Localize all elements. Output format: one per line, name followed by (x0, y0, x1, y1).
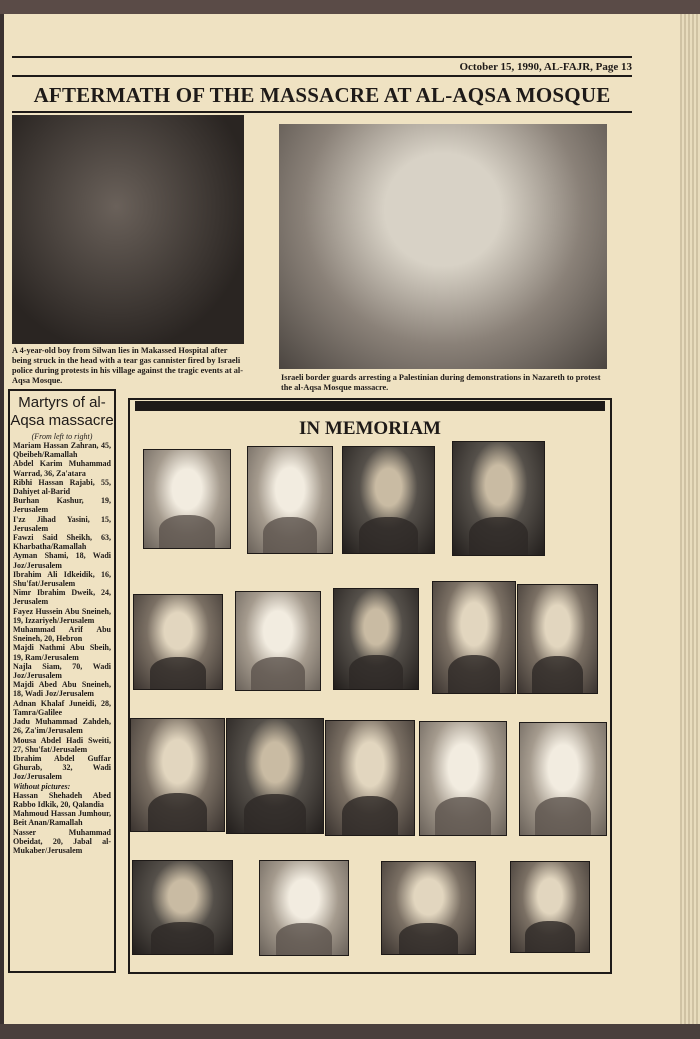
arrest-photo-caption: Israeli border guards arresting a Palestinian during demonstrations in Nazareth to protest the al-Aqsa Mosque massacre. (281, 373, 601, 392)
martyr-entry: Muhammad Arif Abu Sneineh, 20, Hebron (13, 625, 111, 644)
headline: AFTERMATH OF THE MASSACRE AT AL-AQSA MOSQUE (33, 83, 611, 107)
scan-top-edge (0, 0, 700, 14)
martyr-portrait (325, 720, 415, 836)
page-binding (680, 14, 700, 1024)
memorial-title: IN MEMORIAM (299, 418, 441, 439)
martyr-entry: Mariam Hassan Zahran, 45, Qbeibeh/Ramallah (13, 441, 111, 460)
martyr-entry: Majdi Abed Abu Sneineh, 18, Wadi Joz/Jerusalem (13, 680, 111, 699)
martyr-entry: Ibrahim Ali Idkeidik, 16, Shu'fat/Jerusalem (13, 569, 111, 589)
without-pictures-label: Without pictures: (13, 781, 71, 791)
martyr-portrait (235, 591, 321, 691)
martyr-portrait (133, 594, 223, 690)
martyr-entry-no-picture: Hassan Shehadeh Abed Rabbo Idkik, 20, Qalandia (13, 790, 111, 809)
page-header: October 15, 1990, AL-FAJR, Page 13 (459, 61, 632, 73)
martyr-portrait (247, 446, 333, 554)
martyr-portrait (419, 721, 507, 836)
martyr-entry: Ribhi Hassan Rajabi, 55, Dahiyet al-Barid (13, 477, 111, 497)
top-rule (12, 56, 632, 58)
martyr-entry: Fayez Hussein Abu Sneineh, 19, Izzariyeh/Jerusalem (13, 606, 111, 625)
martyr-entry: Ibrahim Abdel Guffar Ghurab, 32, Wadi Joz/Jerusalem (13, 753, 111, 782)
martyrs-list-subtitle: (From left to right) (31, 432, 93, 441)
martyr-portrait (226, 718, 324, 834)
header-rule (12, 75, 632, 77)
martyr-portrait (432, 581, 516, 694)
martyr-entry: Jadu Muhammad Zahdeh, 26, Za'im/Jerusalem (13, 717, 111, 736)
martyr-portrait (130, 718, 225, 832)
martyr-portrait (342, 446, 435, 554)
martyr-entry: Adnan Khalaf Juneidi, 28, Tamra/Galilee (13, 698, 111, 717)
martyr-portrait (143, 449, 231, 549)
martyr-entry-no-picture: Mahmoud Hassan Jumhour, Beit Anan/Ramallah (13, 809, 111, 828)
scan-bottom-edge (0, 1024, 700, 1039)
martyr-entry: Majdi Nathmi Abu Sbeih, 19, Ram/Jerusalem (13, 643, 111, 662)
martyrs-list (8, 389, 116, 973)
memorial-top-bar (135, 401, 605, 411)
martyr-portrait (259, 860, 349, 956)
martyr-portrait (381, 861, 476, 955)
martyr-portrait (333, 588, 419, 690)
martyr-entry: Fawzi Said Sheikh, 63, Kharbatha/Ramallah (13, 533, 111, 552)
martyr-portrait (510, 861, 590, 953)
headline-rule (12, 111, 632, 113)
martyr-entry: I'zz Jihad Yasini, 15, Jerusalem (13, 514, 111, 533)
martyr-entry-no-picture: Nasser Muhammad Obeidat, 20, Jabal al-Mukaber/Jerusalem (13, 827, 111, 855)
martyr-entry: Abdel Karim Muhammad Warrad, 36, Za'atara (13, 459, 111, 478)
martyr-entry: Najla Siam, 70, Wadi Joz/Jerusalem (13, 661, 111, 681)
hospital-photo (12, 115, 244, 344)
martyr-entry: Mousa Abdel Hadi Sweiti, 27, Shu'fat/Jerusalem (13, 735, 111, 754)
martyr-portrait (519, 722, 607, 836)
hospital-photo-caption: A 4-year-old boy from Silwan lies in Makassed Hospital after being struck in the head with a tear gas cannister fired by Israeli police during protests in his village against the tragic events at al-Aqsa Mosque. (12, 346, 244, 385)
arrest-photo (279, 124, 607, 369)
martyrs-list-title: Martyrs of al-Aqsa massacre (10, 394, 114, 429)
martyr-portrait (452, 441, 545, 556)
martyr-portrait (132, 860, 233, 955)
martyr-portrait (517, 584, 598, 694)
martyr-entry: Ayman Shami, 18, Wadi Joz/Jerusalem (13, 551, 111, 570)
martyr-entry: Burhan Kashur, 19, Jerusalem (13, 496, 111, 515)
martyr-entry: Nimr Ibrahim Dweik, 24, Jerusalem (13, 588, 111, 607)
